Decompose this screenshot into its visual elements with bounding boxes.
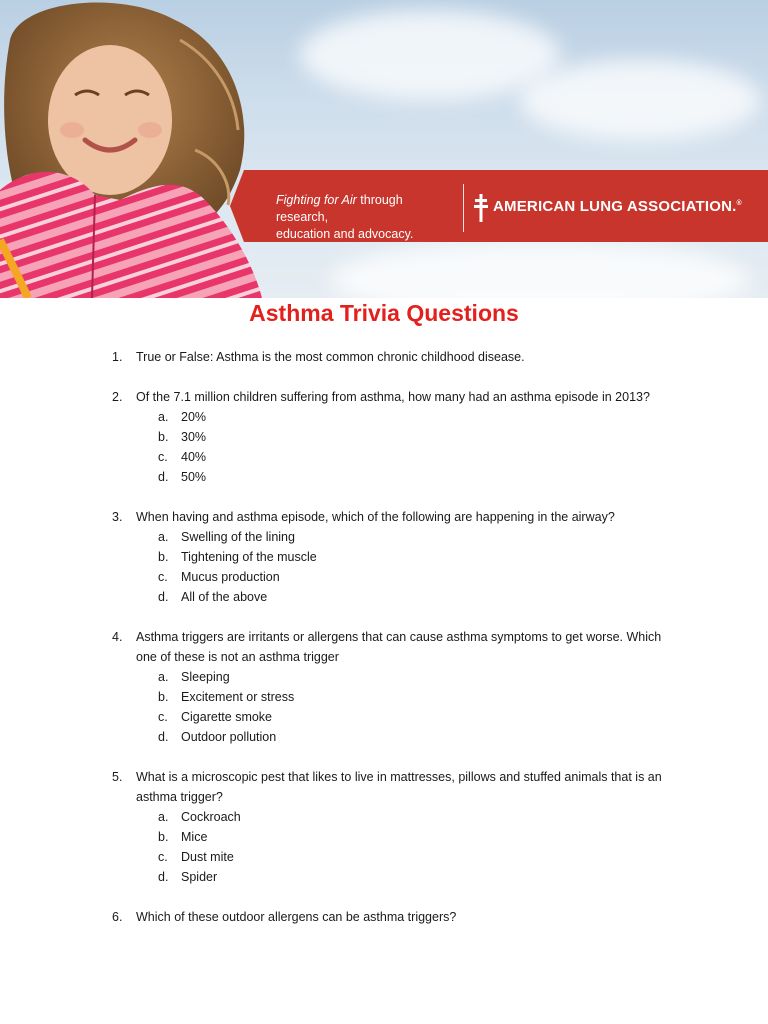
answer-option	[158, 827, 682, 847]
option-text: 30%	[181, 430, 207, 444]
option-letter: d.	[158, 730, 169, 744]
option-letter: b.	[158, 430, 169, 444]
option-text: Excitement or stress	[181, 690, 295, 704]
answer-option	[158, 447, 682, 467]
question-item	[112, 347, 682, 367]
option-letter: a.	[158, 670, 169, 684]
option-text: Swelling of the lining	[181, 530, 295, 544]
page-title: Asthma Trivia Questions	[249, 300, 519, 326]
question-item	[112, 767, 682, 887]
option-letter: d.	[158, 470, 169, 484]
question-item	[112, 907, 682, 927]
tagline-line2: education and advocacy.	[276, 227, 414, 241]
option-letter: a.	[158, 530, 169, 544]
option-text: Cockroach	[181, 810, 241, 824]
answer-option	[158, 587, 682, 607]
question-text: Which of these outdoor allergens can be asthma triggers?	[136, 910, 457, 924]
answer-option	[158, 807, 682, 827]
option-letter: b.	[158, 690, 169, 704]
option-letter: c.	[158, 570, 168, 584]
question-number: 5.	[112, 770, 123, 784]
option-text: 40%	[181, 450, 207, 464]
option-text: Cigarette smoke	[181, 710, 273, 724]
question-item	[112, 627, 682, 747]
sky-cloud	[520, 60, 760, 140]
option-letter: d.	[158, 590, 169, 604]
answer-option	[158, 407, 682, 427]
question-number: 6.	[112, 910, 123, 924]
question-number: 1.	[112, 350, 123, 364]
answer-option	[158, 707, 682, 727]
tagline-line1-rest: through research,	[276, 193, 403, 224]
girl-photo	[0, 0, 270, 298]
ribbon-divider	[463, 184, 464, 232]
answer-option	[158, 687, 682, 707]
answer-option	[158, 527, 682, 547]
answer-option	[158, 547, 682, 567]
sky-cloud	[330, 240, 750, 298]
answer-options	[136, 667, 682, 747]
option-letter: a.	[158, 410, 169, 424]
question-item	[112, 507, 682, 607]
option-text: Outdoor pollution	[181, 730, 277, 744]
option-text: Mice	[181, 830, 208, 844]
question-list	[112, 347, 682, 947]
question-text: Asthma triggers are irritants or allergens that can cause asthma symptoms to get worse. Which one of these is not an asthma trigger	[136, 630, 662, 664]
answer-option	[158, 427, 682, 447]
association-name-text: AMERICAN LUNG ASSOCIATION.	[493, 198, 737, 215]
option-letter: d.	[158, 870, 169, 884]
answer-options	[136, 407, 682, 487]
association-tagline	[276, 192, 456, 243]
answer-option	[158, 567, 682, 587]
question-text: Of the 7.1 million children suffering from asthma, how many had an asthma episode in 2013?	[136, 390, 650, 404]
option-letter: a.	[158, 810, 169, 824]
option-text: All of the above	[181, 590, 268, 604]
question-text: What is a microscopic pest that likes to live in mattresses, pillows and stuffed animals that is an asthma trigger?	[136, 770, 662, 804]
option-text: Dust mite	[181, 850, 234, 864]
answer-option	[158, 867, 682, 887]
tagline-emphasis: Fighting for Air	[276, 193, 357, 207]
option-text: Sleeping	[181, 670, 230, 684]
option-letter: c.	[158, 450, 168, 464]
option-letter: b.	[158, 830, 169, 844]
header-banner	[0, 0, 768, 298]
question-item	[112, 387, 682, 487]
association-name	[493, 198, 742, 215]
option-text: 50%	[181, 470, 207, 484]
sky-cloud	[300, 10, 560, 100]
answer-option	[158, 467, 682, 487]
question-number: 3.	[112, 510, 123, 524]
answer-option	[158, 667, 682, 687]
option-text: Spider	[181, 870, 218, 884]
question-text: When having and asthma episode, which of the following are happening in the airway?	[136, 510, 615, 524]
question-number: 2.	[112, 390, 123, 404]
option-text: 20%	[181, 410, 207, 424]
option-letter: b.	[158, 550, 169, 564]
option-text: Mucus production	[181, 570, 280, 584]
double-cross-icon	[474, 194, 488, 222]
option-text: Tightening of the muscle	[181, 550, 317, 564]
answer-option	[158, 727, 682, 747]
option-letter: c.	[158, 710, 168, 724]
answer-options	[136, 807, 682, 887]
question-text: True or False: Asthma is the most common chronic childhood disease.	[136, 350, 525, 364]
option-letter: c.	[158, 850, 168, 864]
registered-mark: ®	[736, 200, 742, 207]
answer-option	[158, 847, 682, 867]
answer-options	[136, 527, 682, 607]
question-number: 4.	[112, 630, 123, 644]
